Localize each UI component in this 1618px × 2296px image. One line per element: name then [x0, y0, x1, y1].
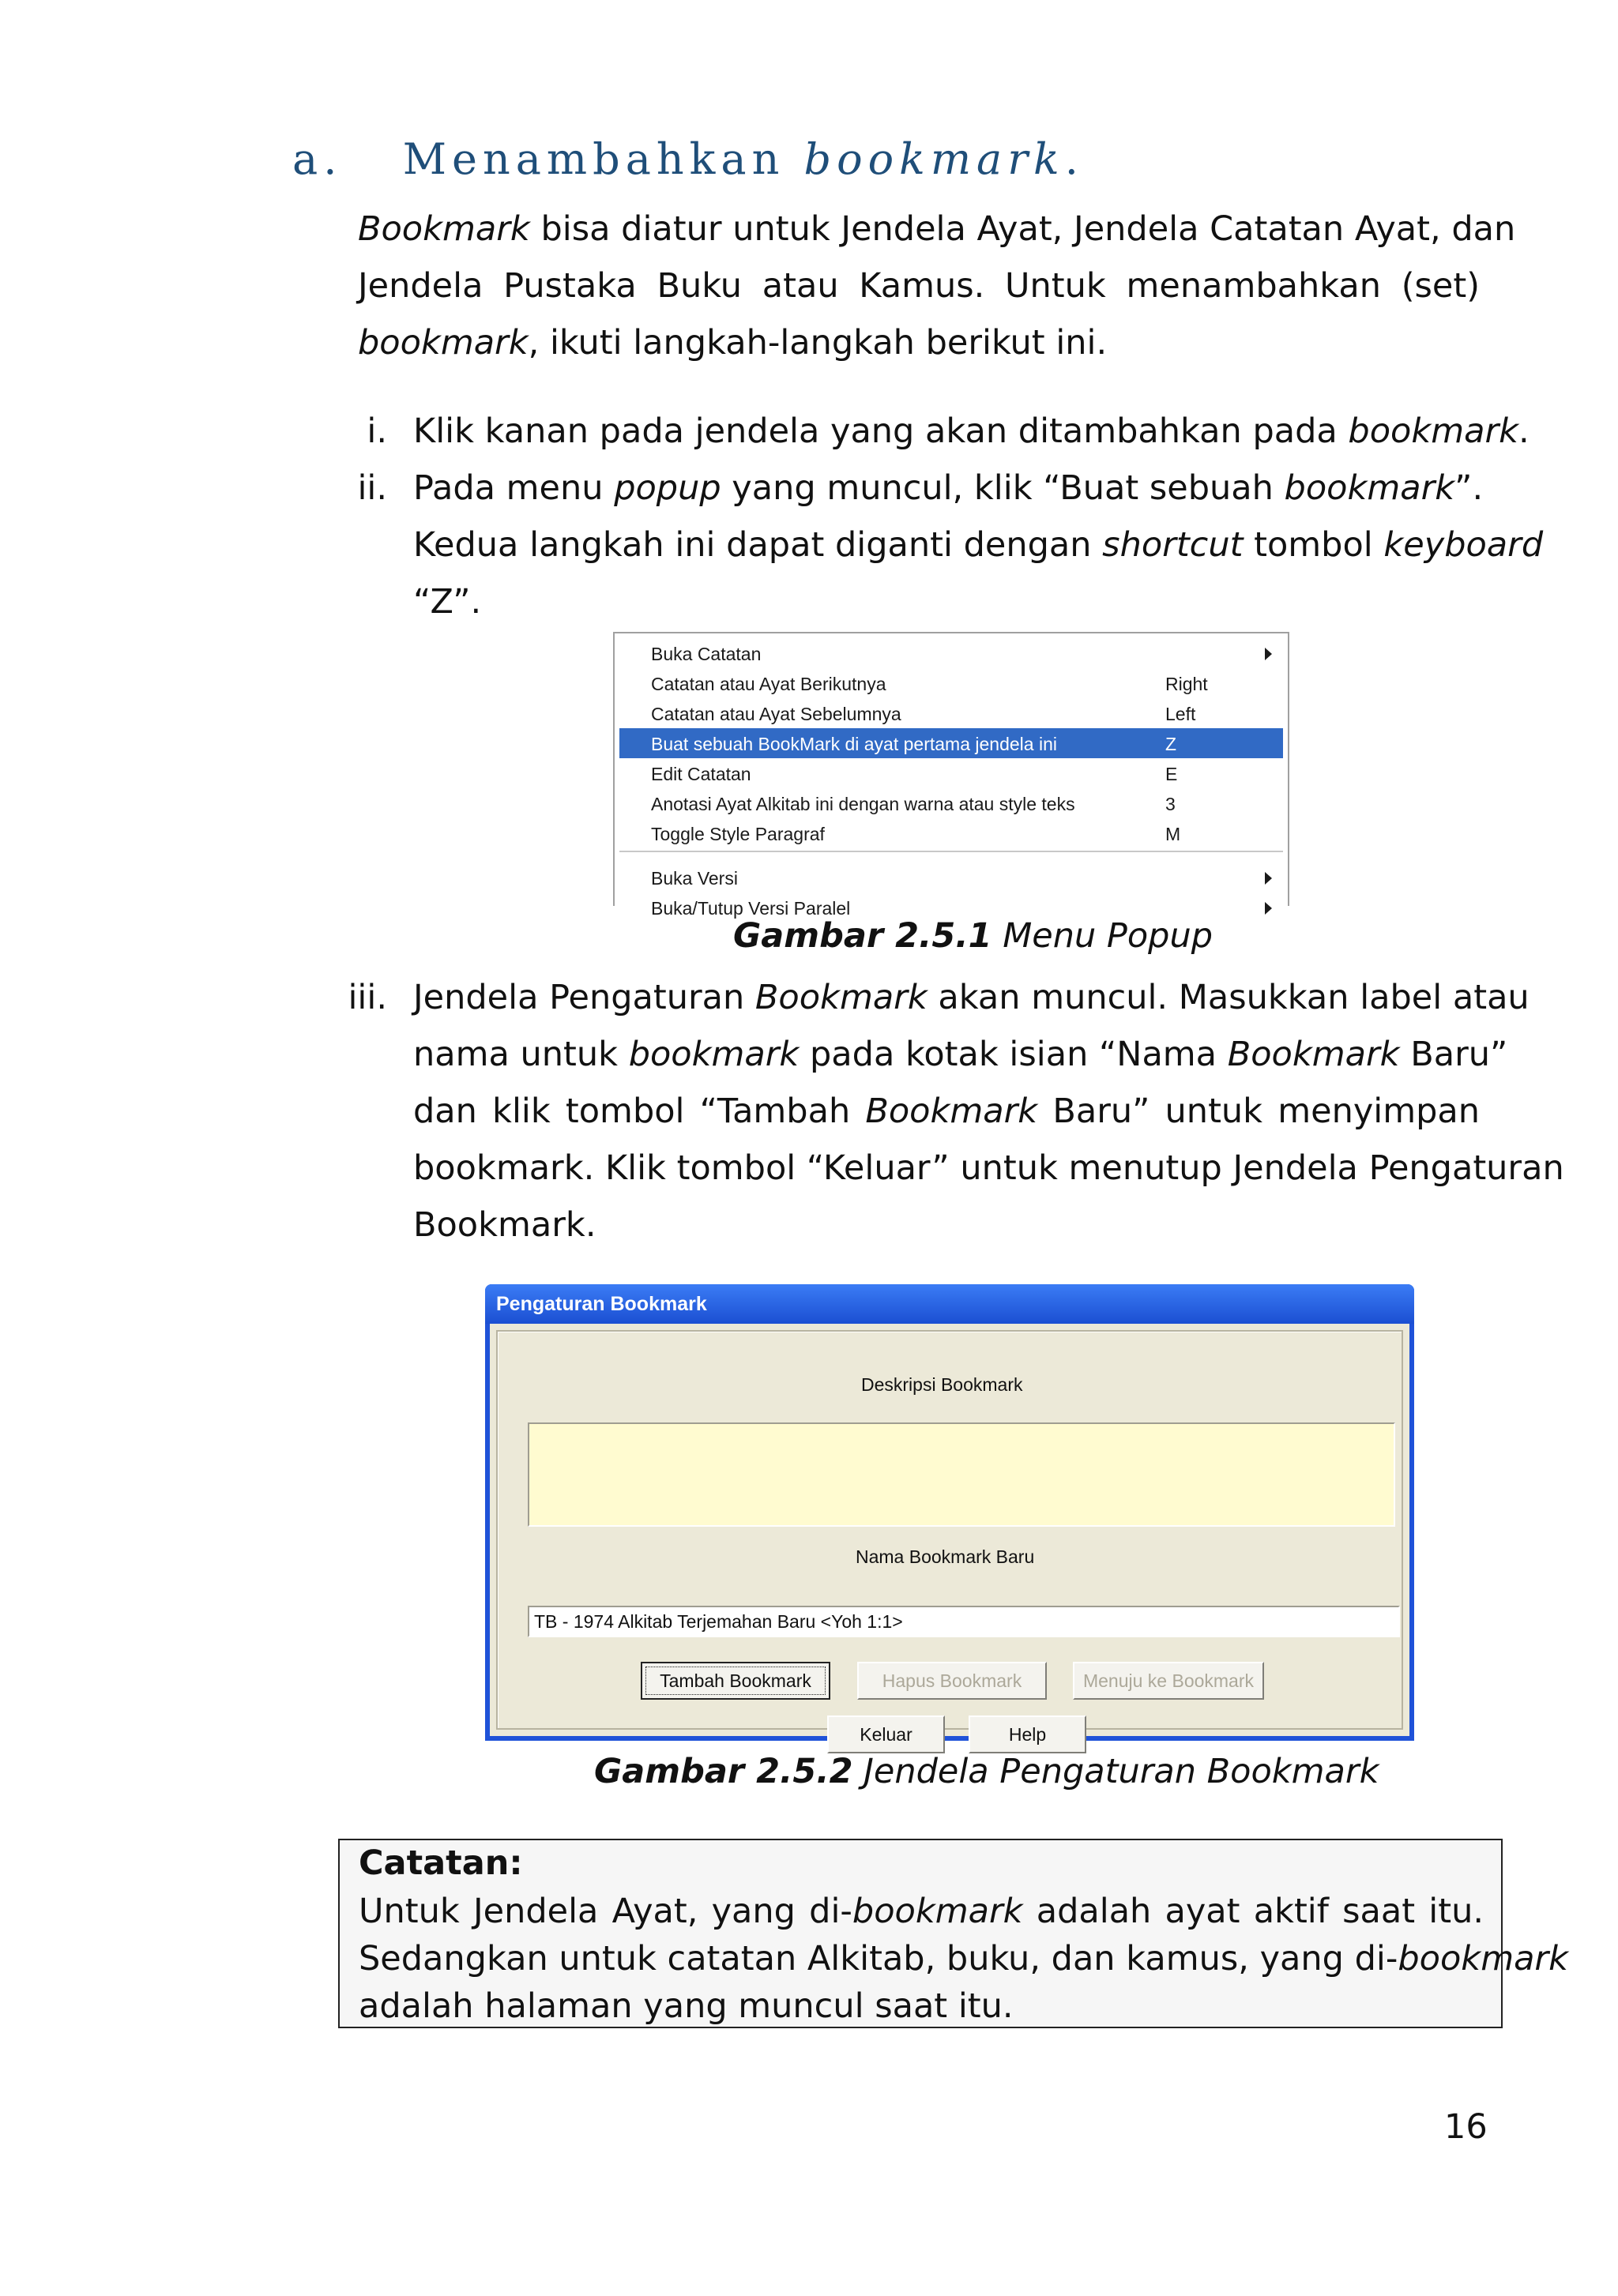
- name-label: Nama Bookmark Baru: [856, 1546, 1035, 1567]
- menu-item-toggle-style[interactable]: Toggle Style Paragraf M: [651, 824, 1181, 844]
- figure-1-caption: Gambar 2.5.1 Menu Popup: [733, 916, 1214, 956]
- menu-item-buat-bookmark[interactable]: Buat sebuah BookMark di ayat pertama jendela ini Z: [619, 728, 1283, 758]
- note-title: Catatan:: [359, 1843, 523, 1883]
- delete-bookmark-button[interactable]: Hapus Bookmark: [857, 1662, 1047, 1700]
- exit-button[interactable]: Keluar: [827, 1715, 945, 1753]
- note-line-2: Sedangkan untuk catatan Alkitab, buku, dan kamus, yang di-bookmark: [359, 1939, 1569, 1978]
- note-body: [359, 1888, 1569, 2030]
- intro-line-3: bookmark, ikuti langkah-langkah berikut ini.: [358, 323, 1108, 363]
- step-iii-marker: iii.: [348, 978, 387, 1017]
- popup-menu: [613, 632, 1289, 919]
- menu-item-edit-catatan[interactable]: Edit Catatan E: [651, 764, 1178, 784]
- page-number: 16: [1444, 2107, 1488, 2147]
- section-marker: a.: [292, 134, 343, 184]
- submenu-arrow-icon: [1265, 872, 1272, 885]
- menu-item-buka-catatan[interactable]: Buka Catatan: [619, 638, 1283, 668]
- menu-item-anotasi[interactable]: Anotasi Ayat Alkitab ini dengan warna atau style teks 3: [651, 794, 1176, 814]
- step-ii-line-2: Kedua langkah ini dapat diganti dengan shortcut tombol keyboard: [413, 525, 1544, 565]
- menu-separator: [619, 851, 1283, 852]
- menu-item-versi-paralel[interactable]: Buka/Tutup Versi Paralel: [619, 892, 1283, 923]
- intro-paragraph: [358, 201, 1516, 371]
- bookmark-name-input[interactable]: [528, 1606, 1400, 1637]
- section-title-period: .: [1064, 134, 1084, 184]
- step-iii-line-4: bookmark. Klik tombol “Keluar” untuk menutup Jendela Pengaturan: [413, 1148, 1564, 1188]
- dialog-inner-frame: [496, 1330, 1403, 1745]
- dialog-client: [490, 1324, 1409, 1745]
- step-iii-line-3: dan klik tombol “Tambah Bookmark Baru” untuk menyimpan: [413, 1092, 1481, 1131]
- menu-item-buka-versi[interactable]: Buka Versi: [619, 862, 1283, 892]
- bookmark-dialog: [485, 1284, 1414, 1745]
- section-heading: [292, 134, 1084, 184]
- step-ii-line-1: Pada menu popup yang muncul, klik “Buat sebuah bookmark”.: [413, 468, 1484, 508]
- step-ii-line-3: “Z”.: [413, 582, 482, 622]
- add-bookmark-button[interactable]: Tambah Bookmark: [641, 1662, 830, 1700]
- step-iii-line-1: Jendela Pengaturan Bookmark akan muncul. Masukkan label atau: [413, 978, 1530, 1017]
- note-box: [338, 1839, 1569, 2028]
- intro-line-2: Jendela Pustaka Buku atau Kamus. Untuk menambahkan (set): [358, 266, 1480, 306]
- dialog-titlebar[interactable]: [485, 1284, 1414, 1324]
- note-line-1: Untuk Jendela Ayat, yang di-bookmark adalah ayat aktif saat itu.: [359, 1892, 1484, 1931]
- description-label: Deskripsi Bookmark: [861, 1374, 1023, 1395]
- menu-item-catatan-sebelumnya[interactable]: Catatan atau Ayat Sebelumnya Left: [651, 704, 1196, 724]
- step-iii-line-2: nama untuk bookmark pada kotak isian “Nama Bookmark Baru”: [413, 1035, 1508, 1074]
- note-line-3: adalah halaman yang muncul saat itu.: [359, 1986, 1014, 2026]
- step-ii-marker: ii.: [357, 468, 387, 508]
- menu-item-catatan-berikutnya[interactable]: Catatan atau Ayat Berikutnya Right: [651, 674, 1208, 694]
- submenu-arrow-icon: [1265, 902, 1272, 915]
- dialog-title: Pengaturan Bookmark: [496, 1293, 707, 1315]
- step-iii-line-5: Bookmark.: [413, 1205, 596, 1245]
- description-box[interactable]: [528, 1422, 1395, 1527]
- section-title-italic: bookmark: [803, 134, 1065, 184]
- help-button[interactable]: Help: [969, 1715, 1086, 1753]
- intro-line-1: Bookmark bisa diatur untuk Jendela Ayat, Jendela Catatan Ayat, dan: [358, 209, 1516, 249]
- figure-2-caption: Gambar 2.5.2 Jendela Pengaturan Bookmark: [594, 1752, 1379, 1791]
- step-i-text: Klik kanan pada jendela yang akan ditambahkan pada bookmark.: [413, 411, 1530, 451]
- section-title: Menambahkan: [402, 134, 804, 184]
- goto-bookmark-button[interactable]: Menuju ke Bookmark: [1073, 1662, 1264, 1700]
- step-i-marker: i.: [367, 411, 387, 451]
- submenu-arrow-icon: [1265, 648, 1272, 660]
